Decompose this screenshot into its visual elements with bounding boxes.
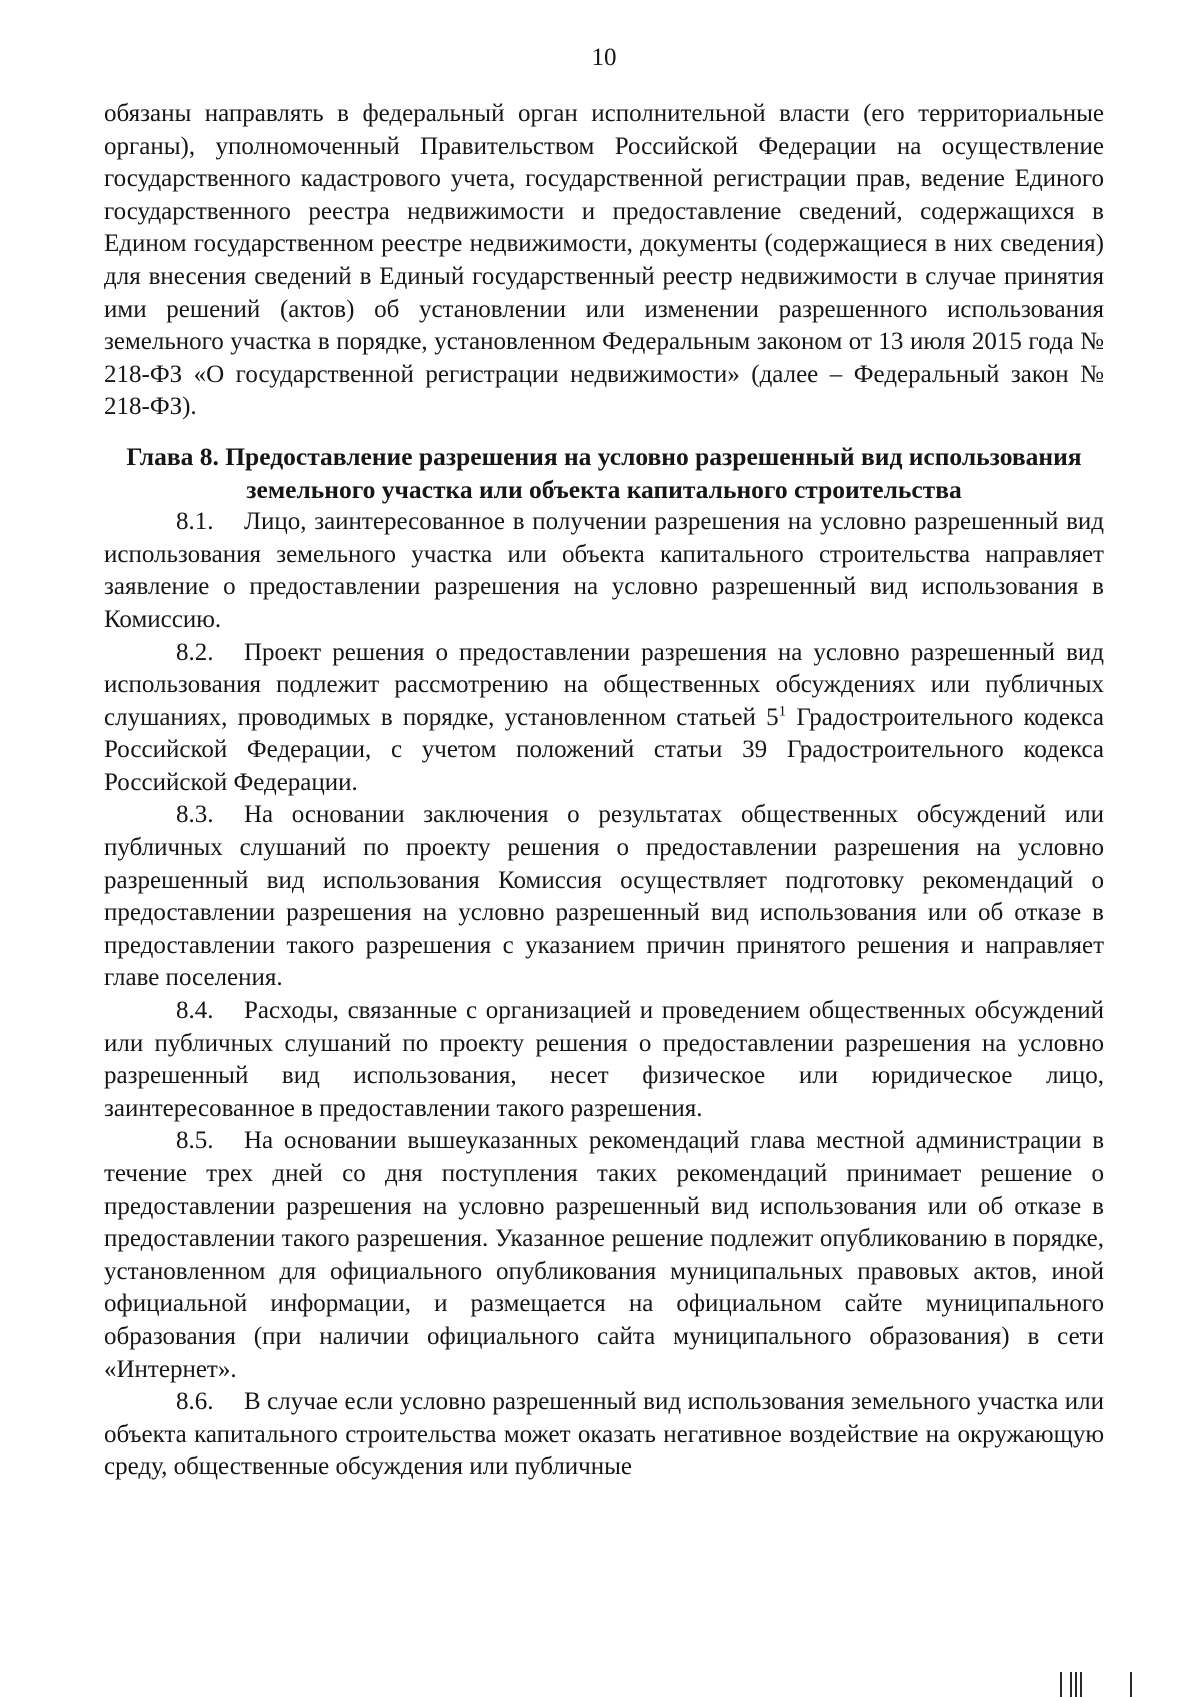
clause-text: На основании заключения о результатах общественных обсуждений или публичных слушаний по проекту решения о предоставлении разрешения на условно разрешенный вид использования Комиссия осуществляет подготовку рекомендаций о предоставлении разрешения на условно разрешенный вид использования или об отказе в предоставлении такого разрешения с указанием причин принятого решения и направляет главе поселения.: [104, 801, 1104, 992]
scan-mark: [1070, 1672, 1072, 1697]
document-body: [104, 98, 1104, 1484]
clause-number: 8.5.: [176, 1127, 214, 1155]
intro-paragraph: обязаны направлять в федеральный орган исполнительной власти (его территориальные органы), уполномоченный Правительством Российской Федерации на осуществление государственного кадастрового учета, государственной регистрации прав, ведение Единого государственного реестра недвижимости и предоставление сведений, содержащихся в Едином государственном реестре недвижимости, документы (содержащиеся в них сведения) для внесения сведений в Единый государственный реестр недвижимости в случае принятия ими решений (актов) об установлении или изменении разрешенного использования земельного участка в порядке, установленном Федеральным законом от 13 июля 2015 года № 218-ФЗ «О государственной регистрации недвижимости» (далее – Федеральный закон № 218-ФЗ).: [104, 100, 1104, 421]
clause-number: 8.1.: [176, 508, 214, 536]
clause-8-4: [104, 995, 1104, 1125]
page-number: 10: [591, 44, 617, 71]
scan-mark: [1060, 1672, 1062, 1697]
clause-8-5: [104, 1125, 1104, 1386]
clause-8-3: [104, 799, 1104, 995]
clause-text: Проект решения о предоставлении разрешения на условно разрешенный вид использования подлежит рассмотрению на общественных обсуждениях или публичных слушаниях, проводимых в порядке, установленном статьей 5: [104, 638, 1104, 731]
clause-number: 8.6.: [176, 1388, 214, 1416]
clause-text: Лицо, заинтересованное в получении разрешения на условно разрешенный вид использования земельного участка или объекта капитального строительства направляет заявление о предоставлении разрешения на условно разрешенный вид использования в Комиссию.: [104, 508, 1104, 633]
clause-text-continued: Градостроительного кодекса Российской Федерации, с учетом положений статьи 39 Градостроительного кодекса Российской Федерации.: [104, 703, 1104, 796]
scan-mark: [1130, 1672, 1132, 1697]
clause-text: На основании вышеуказанных рекомендаций глава местной администрации в течение трех дней со дня поступления таких рекомендаций принимает решение о предоставлении разрешения на условно разрешенный вид использования или об отказе в предоставлении такого разрешения. Указанное решение подлежит опубликованию в порядке, установленном для официального опубликования муниципальных правовых актов, иной официальной информации, и размещается на официальном сайте муниципального образования (при наличии официального сайта муниципального образования) в сети «Интернет».: [104, 1127, 1104, 1383]
superscript-article-index: 1: [778, 703, 787, 720]
scan-mark: [1075, 1672, 1077, 1697]
clause-number: 8.3.: [176, 801, 214, 829]
scan-artifact-marks: [1060, 1672, 1180, 1697]
clause-text: В случае если условно разрешенный вид использования земельного участка или объекта капитального строительства может оказать негативное воздействие на окружающую среду, общественные обсуждения или публичные: [104, 1388, 1104, 1481]
chapter-heading: Глава 8. Предоставление разрешения на условно разрешенный вид использования земельного участка или объекта капитального строительства: [126, 441, 1082, 504]
clause-8-6: [104, 1386, 1104, 1484]
document-page: [104, 0, 1104, 1697]
clause-8-2: [104, 637, 1104, 800]
clause-8-1: [104, 506, 1104, 636]
scan-mark: [1080, 1672, 1082, 1697]
clause-number: 8.2.: [176, 638, 214, 666]
clause-number: 8.4.: [176, 997, 214, 1025]
clause-text: Расходы, связанные с организацией и проведением общественных обсуждений или публичных слушаний по проекту решения о предоставлении разрешения на условно разрешенный вид использования, несет физическое или юридическое лицо, заинтересованное в предоставлении такого разрешения.: [104, 997, 1104, 1122]
